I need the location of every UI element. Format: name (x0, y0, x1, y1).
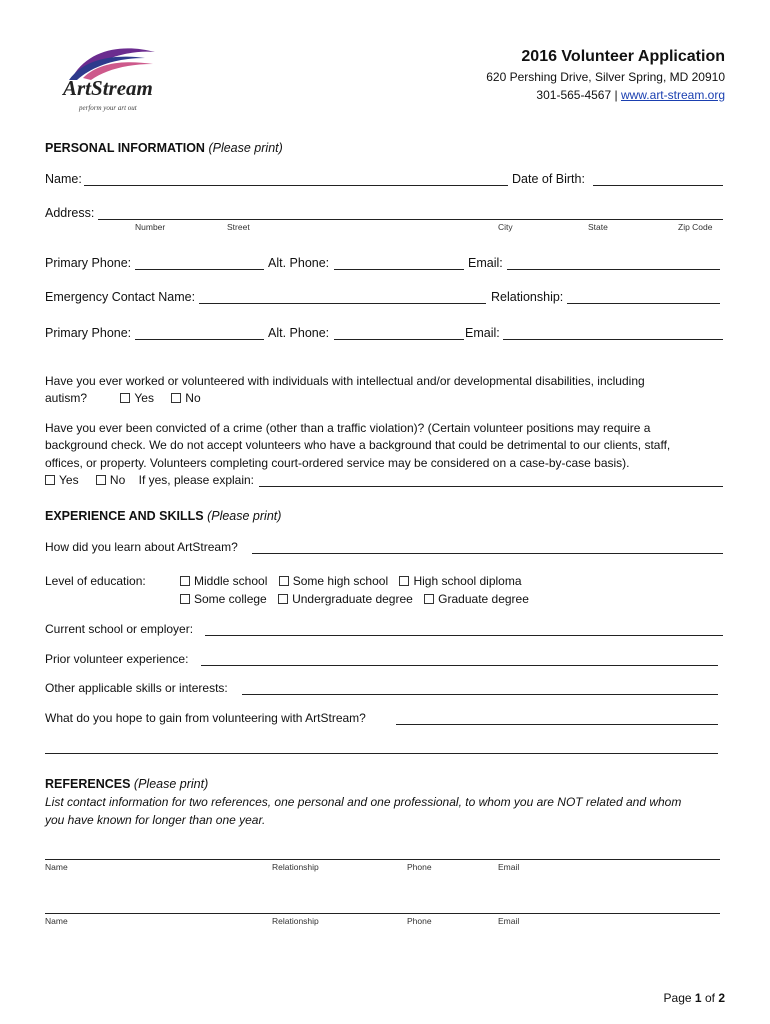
question-disabilities-cont (45, 391, 201, 405)
emergency-label: Emergency Contact Name: (45, 290, 196, 304)
address-sub-city: City (498, 222, 513, 232)
explain-field[interactable] (259, 486, 723, 487)
page-total: 2 (718, 991, 725, 1005)
personal-heading-label: PERSONAL INFORMATION (45, 141, 205, 155)
references-heading-note: (Please print) (133, 777, 209, 791)
skills-field[interactable] (242, 694, 718, 695)
form-title: 2016 Volunteer Application (521, 48, 725, 65)
personal-heading-note: (Please print) (208, 141, 283, 155)
conviction-answer-row (45, 473, 254, 487)
alt-phone-field[interactable] (334, 269, 464, 270)
checkbox-icon[interactable] (180, 594, 190, 604)
address-sub-street: Street (227, 222, 250, 232)
checkbox-icon[interactable] (171, 393, 181, 403)
explain-label: If yes, please explain: (138, 473, 255, 487)
address-sub-state: State (588, 222, 608, 232)
page-current: 1 (694, 991, 702, 1005)
emergency-primary-phone-field[interactable] (135, 339, 264, 340)
gain-field[interactable] (396, 724, 718, 725)
personal-heading (45, 141, 283, 155)
emergency-name-field[interactable] (199, 303, 486, 304)
checkbox-icon[interactable] (120, 393, 130, 403)
q1-no-label: No (185, 391, 201, 405)
education-options-row2 (180, 592, 529, 606)
address-sub-zip: Zip Code (678, 222, 713, 232)
question-conviction-1: Have you ever been convicted of a crime (other than a traffic violation)? (Certain volunteer positions may require a (45, 421, 651, 435)
prior-label: Prior volunteer experience: (45, 652, 189, 666)
emergency-alt-phone-field[interactable] (334, 339, 464, 340)
reference-1-phone-label: Phone (407, 862, 432, 872)
edu-label: Some college (194, 592, 267, 606)
org-address: 620 Pershing Drive, Silver Spring, MD 20910 (486, 70, 725, 84)
reference-1-name-label: Name (45, 862, 68, 872)
address-sub-number: Number (135, 222, 166, 232)
prior-field[interactable] (201, 665, 718, 666)
question-conviction-3: offices, or property. Volunteers completing court-ordered service may be considered on a case-by-case basis). (45, 456, 630, 470)
reference-1-email-label: Email (498, 862, 520, 872)
org-contact (536, 88, 725, 102)
edu-high-school-diploma[interactable] (399, 574, 521, 588)
learn-field[interactable] (252, 553, 723, 554)
artstream-logo (55, 42, 170, 118)
education-label: Level of education: (45, 574, 146, 588)
checkbox-icon[interactable] (278, 594, 288, 604)
address-field[interactable] (98, 219, 723, 220)
gain-label: What do you hope to gain from volunteering with ArtStream? (45, 711, 366, 725)
question-disabilities-end: autism? (45, 391, 88, 405)
school-field[interactable] (205, 635, 723, 636)
edu-label: Some high school (292, 574, 389, 588)
page-number (664, 991, 725, 1005)
dob-label: Date of Birth: (512, 172, 585, 186)
edu-label: Graduate degree (438, 592, 529, 606)
education-options-row1 (180, 574, 522, 588)
experience-heading-note: (Please print) (207, 509, 282, 523)
q2-yes-option[interactable] (45, 473, 79, 487)
emergency-email-field[interactable] (503, 339, 723, 340)
reference-2-email-label: Email (498, 916, 520, 926)
logo-name: ArtStream (63, 76, 153, 100)
experience-heading-label: EXPERIENCE AND SKILLS (45, 509, 204, 523)
gain-field-line2[interactable] (45, 753, 718, 754)
page-of: of (704, 991, 715, 1005)
org-phone: 301-565-4567 (536, 88, 612, 102)
page-prefix: Page (663, 991, 692, 1005)
checkbox-icon[interactable] (180, 576, 190, 586)
reference-2-field[interactable] (45, 913, 720, 914)
emergency-email-label: Email: (465, 326, 500, 340)
q1-yes-option[interactable] (120, 391, 154, 405)
logo-tagline: perform your art out (79, 104, 137, 112)
email-field[interactable] (507, 269, 720, 270)
skills-label: Other applicable skills or interests: (45, 681, 228, 695)
contact-separator: | (614, 88, 618, 102)
question-disabilities: Have you ever worked or volunteered with individuals with intellectual and/or developmental disabilities, including (45, 374, 645, 388)
relationship-field[interactable] (567, 303, 720, 304)
reference-2-relationship-label: Relationship (272, 916, 319, 926)
alt-phone-label: Alt. Phone: (268, 256, 330, 270)
edu-some-high-school[interactable] (279, 574, 388, 588)
q1-yes-label: Yes (134, 391, 154, 405)
emergency-alt-phone-label: Alt. Phone: (268, 326, 330, 340)
edu-graduate-degree[interactable] (424, 592, 529, 606)
school-label: Current school or employer: (45, 622, 194, 636)
relationship-label: Relationship: (491, 290, 564, 304)
question-conviction-2: background check. We do not accept volunteers who have a background that could be detrimental to our clients, staff, (45, 438, 671, 452)
name-label: Name: (45, 172, 82, 186)
learn-label: How did you learn about ArtStream? (45, 540, 238, 554)
primary-phone-field[interactable] (135, 269, 264, 270)
q1-no-option[interactable] (171, 391, 200, 405)
emergency-primary-phone-label: Primary Phone: (45, 326, 132, 340)
q2-no-option[interactable] (96, 473, 125, 487)
checkbox-icon[interactable] (45, 475, 55, 485)
reference-1-field[interactable] (45, 859, 720, 860)
edu-label: Undergraduate degree (292, 592, 413, 606)
email-label: Email: (468, 256, 503, 270)
reference-2-name-label: Name (45, 916, 68, 926)
checkbox-icon[interactable] (424, 594, 434, 604)
references-instructions-2: you have known for longer than one year. (45, 813, 266, 827)
edu-label: High school diploma (413, 574, 522, 588)
q2-no-label: No (109, 473, 126, 487)
checkbox-icon[interactable] (96, 475, 106, 485)
references-heading (45, 777, 208, 791)
reference-1-relationship-label: Relationship (272, 862, 319, 872)
edu-label: Middle school (194, 574, 268, 588)
checkbox-icon[interactable] (279, 576, 289, 586)
references-instructions-1: List contact information for two references, one personal and one professional, to whom you are NOT related and whom (45, 795, 682, 809)
edu-undergraduate-degree[interactable] (278, 592, 413, 606)
experience-heading (45, 509, 281, 523)
q2-yes-label: Yes (59, 473, 79, 487)
edu-some-college[interactable] (180, 592, 267, 606)
reference-2-phone-label: Phone (407, 916, 432, 926)
org-website-link[interactable]: www.art-stream.org (620, 88, 725, 102)
edu-middle-school[interactable] (180, 574, 267, 588)
primary-phone-label: Primary Phone: (45, 256, 132, 270)
checkbox-icon[interactable] (399, 576, 409, 586)
address-label: Address: (45, 206, 95, 220)
dob-field[interactable] (593, 185, 723, 186)
references-heading-label: REFERENCES (45, 777, 131, 791)
name-field[interactable] (84, 185, 508, 186)
